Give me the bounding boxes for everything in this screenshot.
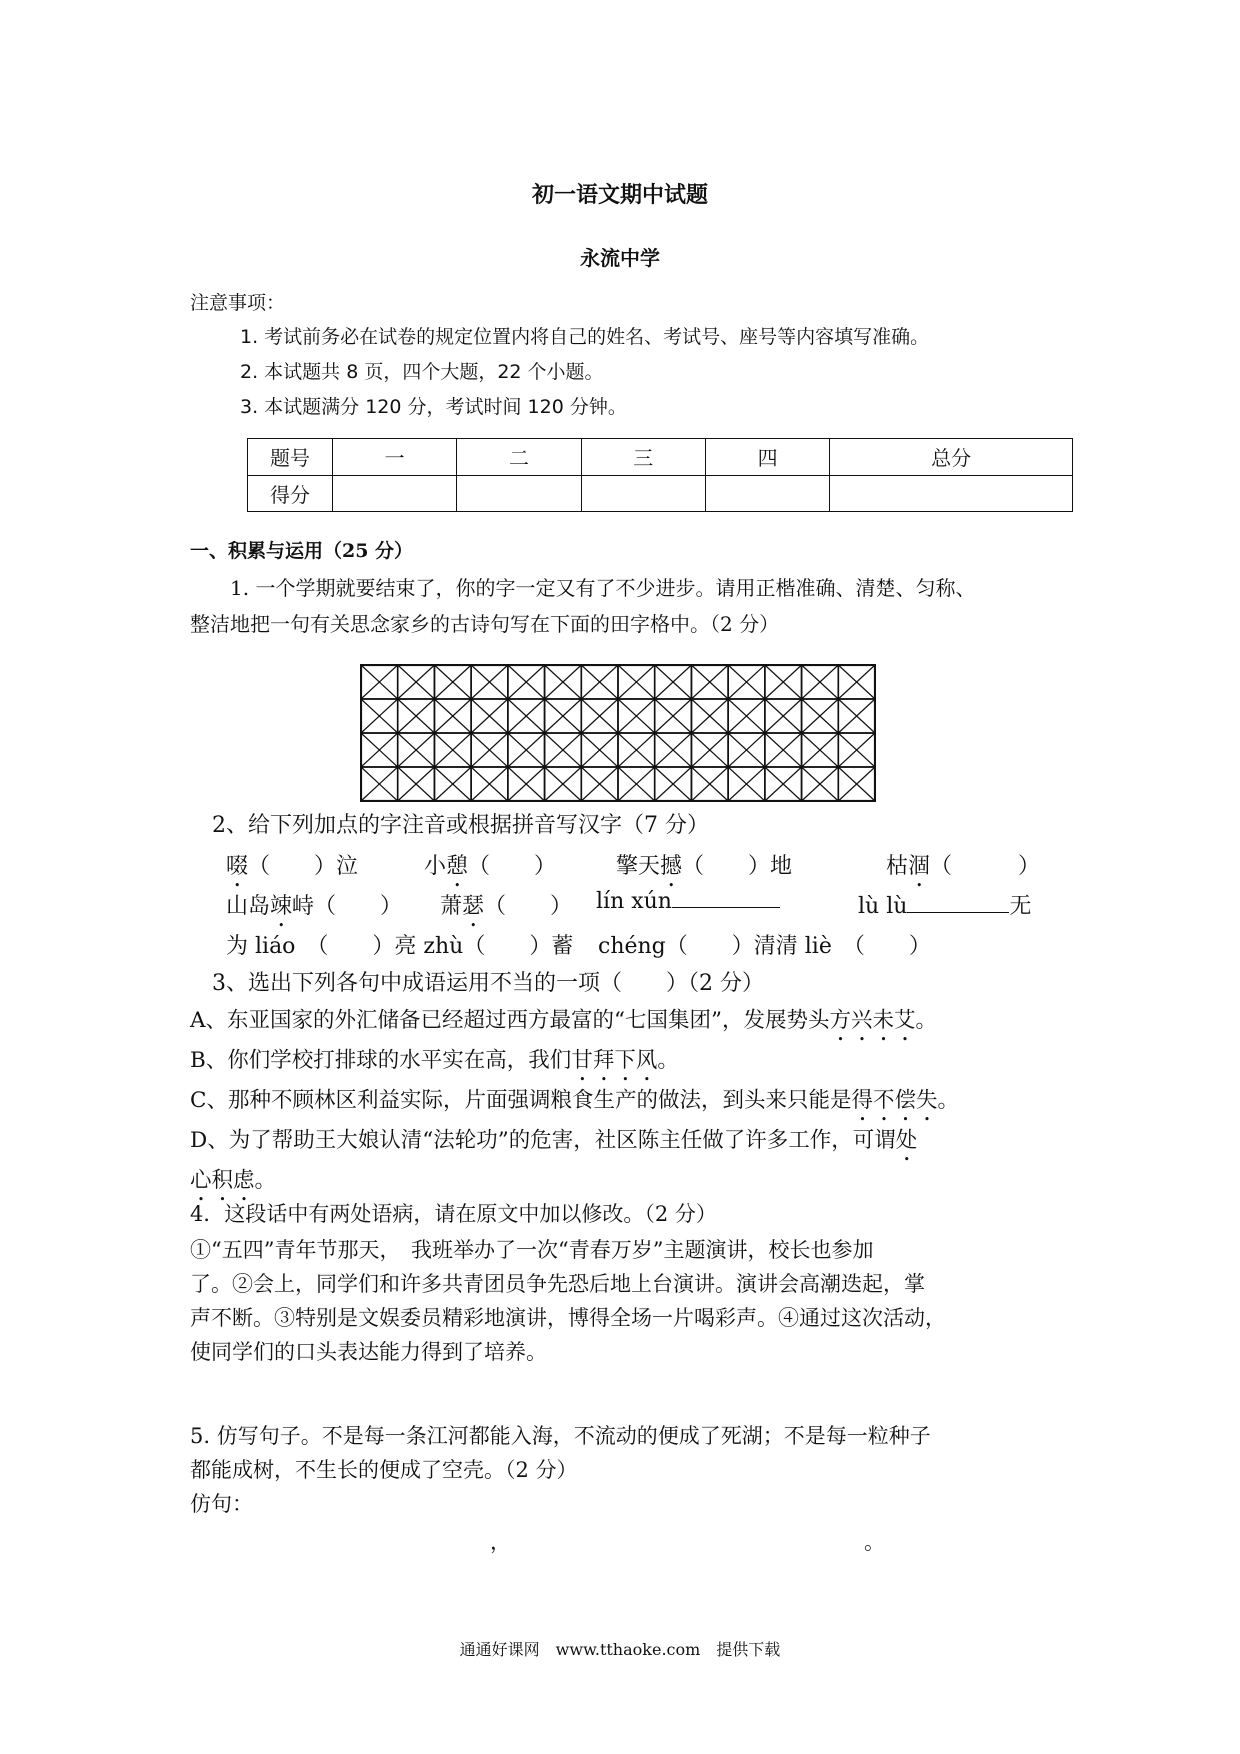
page-title: 初一语文期中试题 — [531, 183, 708, 208]
score-table-cell: 得分 — [248, 475, 333, 512]
q3-text: B、你们学校打排球的水平实在高，我们 — [190, 1048, 572, 1073]
dotted-char: 撼 — [660, 854, 683, 879]
school-name: 永流中学 — [580, 246, 660, 270]
q3-text: 。 — [915, 1008, 938, 1033]
pinyin-text: lín xún — [596, 889, 672, 914]
q2-text: 峙 — [292, 894, 315, 919]
note-item-3: 3. 本试题满分 120 分，考试时间 120 分钟。 — [240, 396, 627, 418]
notes-heading: 注意事项： — [190, 292, 286, 314]
q2-item-qi — [424, 849, 556, 892]
q2-item-song — [226, 889, 402, 932]
answer-blank[interactable] — [672, 906, 780, 908]
pinyin-text: lù lù — [858, 894, 908, 919]
section-heading: 一、积累与运用（25 分） — [190, 540, 414, 562]
q2-text: 擎天 — [616, 854, 661, 879]
q5-comma: ， — [490, 1530, 511, 1554]
q2-item-linxun[interactable] — [596, 889, 780, 914]
score-input-cell[interactable] — [705, 475, 829, 512]
score-input-cell[interactable] — [581, 475, 705, 512]
q1-line2: 整洁地把一句有关思念家乡的古诗句写在下面的田字格中。（2 分） — [190, 612, 780, 636]
score-table-cell: 题号 — [248, 439, 333, 476]
q5-answer-area[interactable] — [240, 1540, 880, 1560]
q2-text: 山岛 — [226, 894, 271, 919]
q3-text: 。 — [254, 1168, 277, 1193]
score-table-cell: 四 — [705, 439, 829, 476]
score-table-header-row — [248, 439, 1073, 476]
q2-text: 无 — [1009, 894, 1032, 919]
q3-text: 。 — [937, 1088, 959, 1113]
q5-answer-label: 仿句： — [190, 1492, 253, 1516]
score-table-score-row — [248, 475, 1073, 512]
dotted-char: 瑟 — [462, 894, 485, 919]
score-table-cell: 总分 — [830, 439, 1073, 476]
q2-text: 枯 — [886, 854, 909, 879]
q2-item-row3b: chéng（ ）清清 liè （ ） — [598, 934, 931, 959]
q2-item-chuo — [226, 849, 358, 892]
page-footer: 通通好课网 www.tthaoke.com 提供下载 — [459, 1640, 781, 1659]
q2-item-he — [886, 849, 1040, 892]
q2-item-row3a: 为 liáo （ ）亮 zhù（ ）蓄 — [226, 934, 574, 959]
q3-text: C、那种不顾林区利益实际，片面强调粮食生产的做法，到头来只能是 — [190, 1088, 852, 1113]
score-table-cell: 一 — [333, 439, 457, 476]
q3-text: 。 — [657, 1048, 679, 1073]
q3-option-d — [190, 1123, 917, 1166]
tianzige-grid[interactable] — [360, 664, 876, 802]
q2-text: （ ）地 — [682, 854, 793, 879]
score-input-cell[interactable] — [457, 475, 581, 512]
q4-heading: 4．这段话中有两处语病，请在原文中加以修改。（2 分） — [190, 1202, 717, 1226]
q3-option-b — [190, 1043, 679, 1086]
dotted-char: 啜 — [226, 854, 249, 879]
q2-item-han — [616, 849, 792, 892]
score-table-cell: 三 — [581, 439, 705, 476]
q3-text: A、东亚国家的外汇储备已经超过西方最富的“七国集团”，发展势头 — [190, 1008, 830, 1033]
q4-line: 声不断。③特别是文娱委员精彩地演讲，博得全场一片喝彩声。④通过这次活动， — [190, 1306, 946, 1330]
q3-heading: 3、选出下列各句中成语运用不当的一项（ ）（2 分） — [212, 971, 764, 996]
q2-text: 小 — [424, 854, 447, 879]
q3-option-c — [190, 1083, 959, 1126]
q2-text: （ ） — [484, 894, 573, 919]
dotted-char: 憩 — [446, 854, 469, 879]
q2-text: （ ） — [314, 894, 403, 919]
note-item-2: 2. 本试题共 8 页，四个大题，22 个小题。 — [240, 361, 604, 383]
q5-line1: 5. 仿写句子。不是每一条江河都能入海，不流动的便成了死湖；不是每一粒种子 — [190, 1424, 931, 1448]
dotted-idiom: 心积虑 — [190, 1168, 255, 1193]
q5-period: 。 — [864, 1530, 885, 1554]
answer-blank[interactable] — [907, 911, 1009, 913]
q5-line2: 都能成树，不生长的便成了空壳。（2 分） — [190, 1458, 578, 1482]
q2-text: （ ）泣 — [248, 854, 359, 879]
score-input-cell[interactable] — [333, 475, 457, 512]
dotted-idiom: 处 — [895, 1128, 918, 1153]
dotted-char: 竦 — [270, 894, 293, 919]
q3-option-a — [190, 1003, 937, 1046]
dotted-idiom: 方兴未艾 — [829, 1008, 916, 1033]
q1-line1: 1. 一个学期就要结束了，你的字一定又有了不少进步。请用正楷准确、清楚、匀称、 — [230, 576, 976, 600]
q4-line: ①“五四”青年节那天， 我班举办了一次“青春万岁”主题演讲，校长也参加 — [190, 1238, 874, 1262]
score-table — [247, 438, 1073, 512]
q2-text: （ ） — [930, 854, 1041, 879]
note-item-1: 1. 考试前务必在试卷的规定位置内将自己的姓名、考试号、座号等内容填写准确。 — [240, 326, 930, 348]
score-table-cell: 二 — [457, 439, 581, 476]
dotted-idiom: 甘拜下风 — [571, 1048, 658, 1073]
q2-text: 萧 — [440, 894, 463, 919]
q3-text: D、为了帮助王大娘认清“法轮功”的危害，社区陈主任做了许多工作，可谓 — [190, 1128, 896, 1153]
dotted-char: 涸 — [908, 854, 931, 879]
q4-line: 了。②会上，同学们和许多共青团员争先恐后地上台演讲。演讲会高潮迭起，掌 — [190, 1272, 925, 1296]
dotted-idiom: 得不偿失 — [851, 1088, 938, 1113]
score-input-cell[interactable] — [830, 475, 1073, 512]
q2-heading: 2、给下列加点的字注音或根据拼音写汉字（7 分） — [212, 813, 709, 838]
q2-item-se — [440, 889, 572, 932]
q4-line: 使同学们的口头表达能力得到了培养。 — [190, 1340, 547, 1364]
q2-text: （ ） — [468, 854, 557, 879]
q2-item-lulu[interactable] — [858, 889, 1031, 920]
